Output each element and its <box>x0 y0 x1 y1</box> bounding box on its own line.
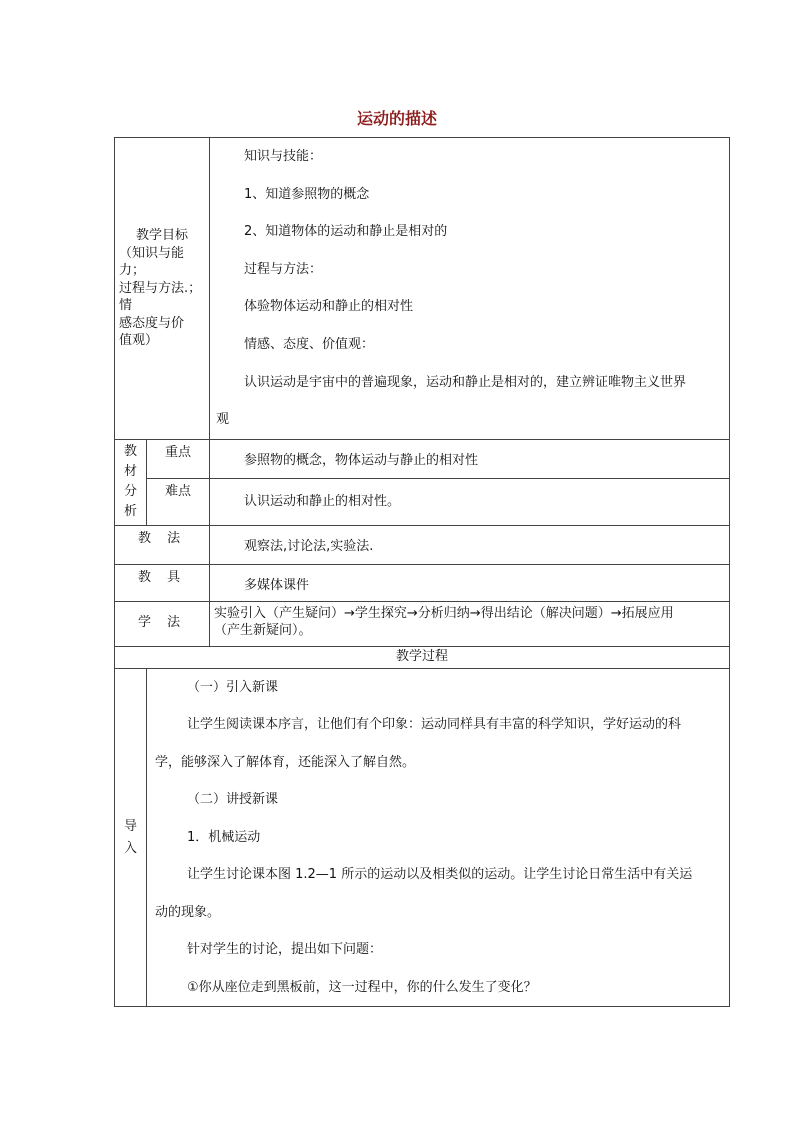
goals-label-line: 感态度与价 <box>119 315 185 331</box>
difficult-point-value: 认识运动和静止的相对性。 <box>210 478 730 525</box>
goals-line: 体验物体运动和静止的相对性 <box>244 299 414 315</box>
goals-line: 情感、态度、价值观： <box>244 336 375 352</box>
key-point-label: 重点 <box>147 439 210 478</box>
goals-line: 2、知道物体的运动和静止是相对的 <box>244 224 448 240</box>
process-line: 学，能够深入了解体育，还能深入了解自然。 <box>155 754 416 770</box>
lesson-plan-table <box>114 137 730 1007</box>
process-label-char: 入 <box>123 840 137 856</box>
goals-label-cell <box>115 138 210 440</box>
teaching-method-row <box>115 525 730 564</box>
goals-line: 知识与技能： <box>244 149 323 164</box>
goals-line: 1、知道参照物的概念 <box>244 186 370 202</box>
goals-line: 过程与方法： <box>244 261 323 277</box>
analysis-label-char: 析 <box>123 504 137 520</box>
process-heading-row <box>115 646 730 668</box>
process-heading: 教学过程 <box>115 646 730 668</box>
process-line: 让学生讨论课本图 1.2—1 所示的运动以及相类似的运动。让学生讨论日常生活中有关运 <box>187 867 693 883</box>
goals-label-line: 值观） <box>119 333 159 349</box>
learning-method-line: （产生新疑问）。 <box>214 623 312 639</box>
analysis-label-char: 分 <box>123 484 137 500</box>
teaching-tools-label: 教 具 <box>115 564 210 601</box>
goals-content-cell <box>210 138 730 440</box>
process-line: （一）引入新课 <box>187 679 279 695</box>
process-label-cell <box>115 668 147 1007</box>
difficult-point-label: 难点 <box>147 478 210 525</box>
key-point-value: 参照物的概念，物体运动与静止的相对性 <box>210 439 730 478</box>
learning-method-value-cell <box>210 601 730 646</box>
key-point-row <box>115 439 730 478</box>
process-line: ①你从座位走到黑板前，这一过程中，你的什么发生了变化？ <box>187 979 537 995</box>
learning-method-row <box>115 601 730 646</box>
teaching-method-value: 观察法,讨论法,实验法. <box>210 525 730 564</box>
goals-label-line: 教学目标 <box>136 227 189 243</box>
teaching-tools-value: 多媒体课件 <box>210 564 730 601</box>
goals-label-line: 情 <box>119 298 133 314</box>
analysis-label-cell <box>115 439 147 525</box>
goals-label-line: 过程与方法.； <box>119 280 202 296</box>
teaching-method-label: 教 法 <box>115 525 210 564</box>
process-line: 动的现象。 <box>155 904 221 920</box>
process-content-cell <box>147 668 730 1007</box>
goals-line: 认识运动是宇宙中的普遍现象，运动和静止是相对的，建立辨证唯物主义世界 <box>244 374 687 390</box>
learning-method-label: 学 法 <box>115 601 210 646</box>
process-line: 1．机械运动 <box>187 829 261 845</box>
difficult-point-row <box>115 478 730 525</box>
process-line: 让学生阅读课本序言，让他们有个印象：运动同样具有丰富的科学知识，学好运动的科 <box>187 717 682 733</box>
process-line: （二）讲授新课 <box>187 792 279 808</box>
goals-label-line: 力； <box>119 263 146 279</box>
learning-method-line: 实验引入（产生疑问）→学生探究→分析归纳→得出结论（解决问题）→拓展应用 <box>214 605 674 621</box>
analysis-label-char: 教 <box>123 444 137 460</box>
process-label-char: 导 <box>123 818 137 834</box>
teaching-tools-row <box>115 564 730 601</box>
goals-line: 观 <box>216 412 230 428</box>
goals-label-line: （知识与能 <box>119 245 185 261</box>
document-title: 运动的描述 <box>356 109 437 128</box>
process-line: 针对学生的讨论，提出如下问题： <box>187 942 383 958</box>
process-row <box>115 668 730 1007</box>
analysis-label-char: 材 <box>123 464 137 480</box>
goals-row <box>115 138 730 440</box>
